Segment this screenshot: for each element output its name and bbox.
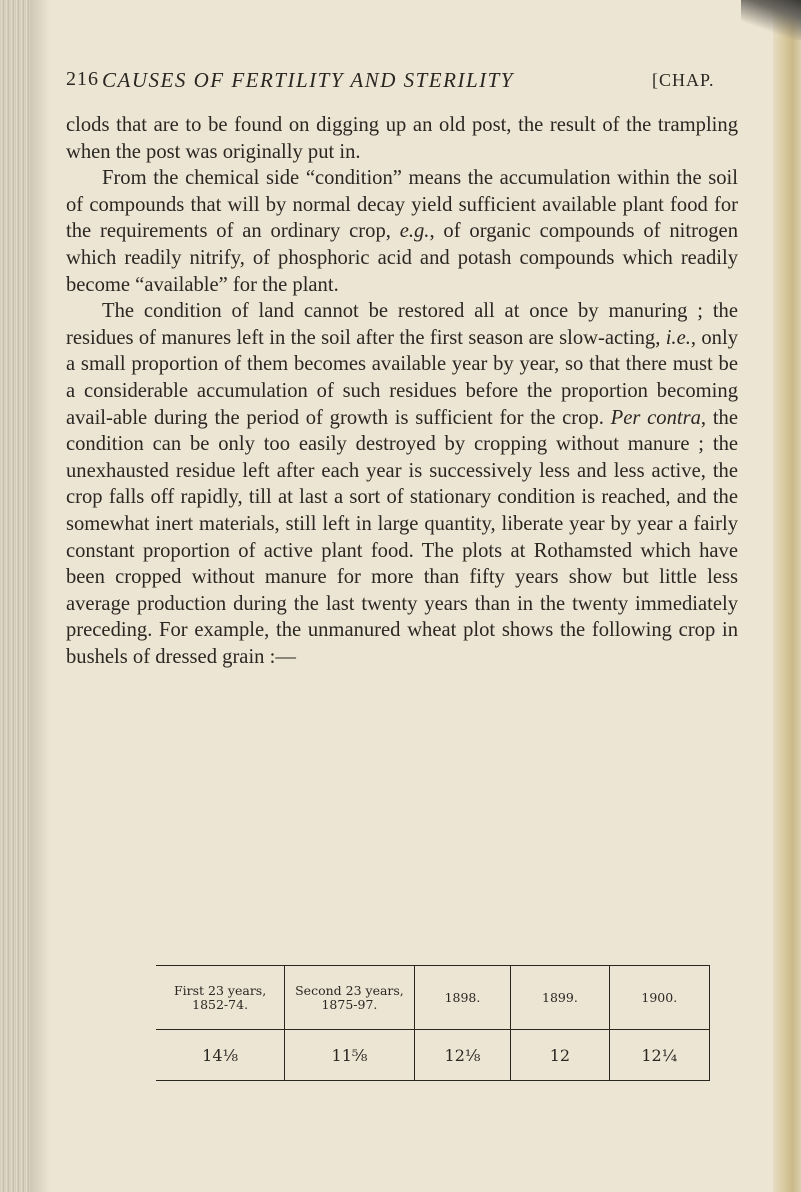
text-run: From the chemical side “condition” means the accumulation within the soil of compounds that will by normal decay yield sufficient available plant food for the requirements of an ordinary crop,	[66, 167, 738, 243]
table-cell: 12¼	[609, 1030, 709, 1081]
italic-text: Per contra	[610, 406, 701, 429]
text-run: , the condition can be only too easily destroyed by cropping without manure ; the unexhausted residue left after each year is successively less and less active, the crop falls off rapidly, till at last a sort of stationary condition is reached, and the somewhat inert materials, still left in large quantity, liberate year by year a fairly constant proportion of active plant food. The plots at Rothamsted which have been cropped without manure for more than fifty years show but little less average production during the last twenty years than in the twenty immediately preceding. For example, the unmanured wheat plot shows the following crop in bushels of dressed grain :—	[66, 406, 738, 668]
running-header	[66, 68, 766, 98]
table-cell: 12	[511, 1030, 609, 1081]
crop-table	[156, 965, 710, 1081]
gutter-shadow	[30, 0, 50, 1192]
body-text	[66, 112, 738, 670]
text-run: , only a small proportion of them becomes available year by year, so that there must be a considerable accumulation of such residues before the proportion becoming avail-able during the period of growth is sufficient for the crop.	[66, 326, 738, 429]
table-cell: 14⅛	[156, 1030, 285, 1081]
table-header-cell: Second 23 years, 1875-97.	[285, 966, 415, 1030]
table-row	[156, 1030, 710, 1081]
italic-text: i.e.	[665, 326, 691, 349]
italic-text: e.g.	[399, 220, 430, 243]
table-header-cell: First 23 years, 1852-74.	[156, 966, 285, 1030]
page-edge	[773, 0, 801, 1192]
table-cell: 12⅛	[414, 1030, 511, 1081]
page-corner-shadow	[741, 0, 801, 40]
table-header-cell: 1899.	[511, 966, 609, 1030]
text-run: clods that are to be found on digging up an old post, the result of the trampling when the post was originally put in.	[66, 114, 738, 163]
paragraph	[66, 165, 738, 298]
text-run: The condition of land cannot be restored all at once by manuring ; the residues of manures left in the soil after the first season are slow-acting,	[66, 300, 738, 349]
paragraph	[66, 298, 738, 670]
text-run: , of organic compounds of nitrogen which readily nitrify, of phosphoric acid and potash compounds which readily become “available” for the plant.	[66, 220, 738, 296]
page-number: 216	[66, 68, 99, 90]
chapter-mark: [CHAP.	[652, 70, 715, 90]
binding-gutter	[0, 0, 30, 1192]
table-header-cell: 1900.	[609, 966, 709, 1030]
running-title: CAUSES OF FERTILITY AND STERILITY	[102, 68, 514, 92]
paragraph	[66, 112, 738, 165]
table-header-cell: 1898.	[414, 966, 511, 1030]
table-cell: 11⅝	[285, 1030, 415, 1081]
table-header-row	[156, 966, 710, 1030]
